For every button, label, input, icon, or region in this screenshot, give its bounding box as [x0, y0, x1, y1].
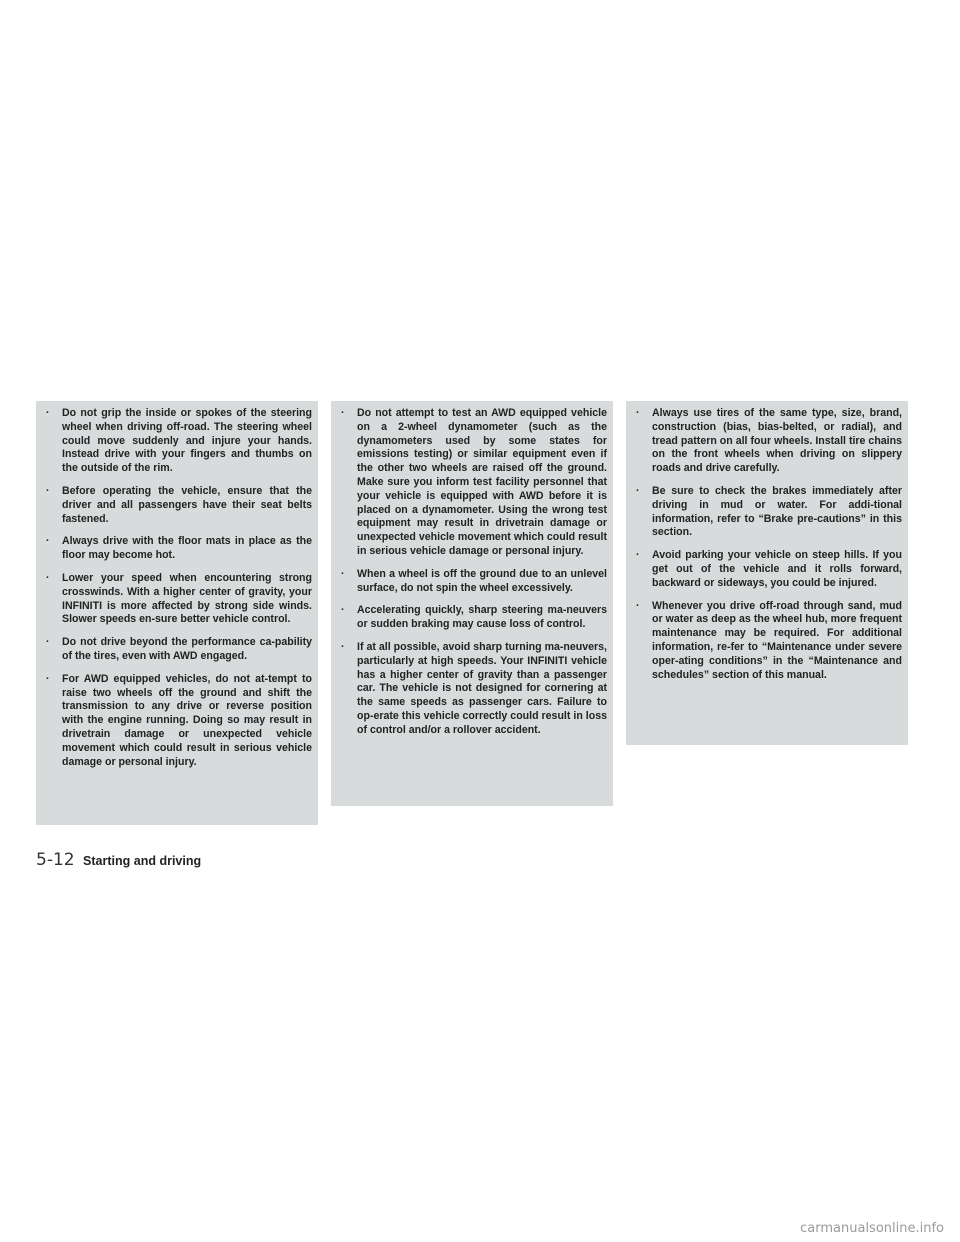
- bullet-item: · Be sure to check the brakes immediately after driving in mud or water. For addi-tional information, refer to “Brake pre-cautions” in this section.: [634, 485, 902, 540]
- bullet-item: · If at all possible, avoid sharp turning ma-neuvers, particularly at high speeds. Your INFINITI vehicle has a higher center of gravity than a passenger car. The vehicle is not designed for cornering at the same speeds as passenger cars. Failure to op-erate this vehicle correctly could result in loss of control and/or a rollover accident.: [339, 641, 607, 738]
- bullet-item: · Lower your speed when encountering strong crosswinds. With a higher center of gravity, your INFINITI is more affected by strong side winds. Slower speeds en-sure better vehicle control.: [44, 572, 312, 627]
- bullet-item: · Whenever you drive off-road through sand, mud or water as deep as the wheel hub, more frequent maintenance may be required. For additional information, re-fer to “Maintenance under severe oper-ating conditions” in the “Maintenance and schedules” section of this manual.: [634, 600, 902, 683]
- page-footer: [36, 850, 201, 870]
- bullet-item: · Do not attempt to test an AWD equipped vehicle on a 2-wheel dynamometer (such as the dynamometers used by some states for emissions testing) or similar equipment even if the other two wheels are raised off the ground. Make sure you inform test facility personnel that your vehicle is equipped with AWD before it is placed on a dynamometer. Using the wrong test equipment may result in drivetrain damage or unexpected vehicle movement which could result in serious vehicle damage or personal injury.: [339, 407, 607, 559]
- warning-column-1: [36, 401, 318, 825]
- bullet-item: · Accelerating quickly, sharp steering ma-neuvers or sudden braking may cause loss of control.: [339, 604, 607, 632]
- warning-column-3: [626, 401, 908, 745]
- bullet-item: · When a wheel is off the ground due to an unlevel surface, do not spin the wheel excessively.: [339, 568, 607, 596]
- bullet-list: [339, 407, 607, 738]
- bullet-list: [44, 407, 312, 769]
- watermark: carmanualsonline.info: [800, 1221, 944, 1236]
- bullet-list: [634, 407, 902, 682]
- warning-column-2: [331, 401, 613, 806]
- bullet-item: · Avoid parking your vehicle on steep hills. If you get out of the vehicle and it rolls forward, backward or sideways, you could be injured.: [634, 549, 902, 590]
- bullet-item: · Before operating the vehicle, ensure that the driver and all passengers have their seat belts fastened.: [44, 485, 312, 526]
- page-number: 5-12: [36, 850, 75, 870]
- bullet-item: · Always use tires of the same type, size, brand, construction (bias, bias-belted, or radial), and tread pattern on all four wheels. Install tire chains on the front wheels when driving on slippery roads and drive carefully.: [634, 407, 902, 476]
- bullet-item: · For AWD equipped vehicles, do not at-tempt to raise two wheels off the ground and shift the transmission to any drive or reverse position with the engine running. Doing so may result in drivetrain damage or unexpected vehicle movement which could result in serious vehicle damage or personal injury.: [44, 673, 312, 770]
- bullet-item: · Do not drive beyond the performance ca-pability of the tires, even with AWD engaged.: [44, 636, 312, 664]
- section-title: Starting and driving: [83, 854, 202, 868]
- bullet-item: · Do not grip the inside or spokes of the steering wheel when driving off-road. The steering wheel could move suddenly and injure your hands. Instead drive with your fingers and thumbs on the outside of the rim.: [44, 407, 312, 476]
- bullet-item: · Always drive with the floor mats in place as the floor may become hot.: [44, 535, 312, 563]
